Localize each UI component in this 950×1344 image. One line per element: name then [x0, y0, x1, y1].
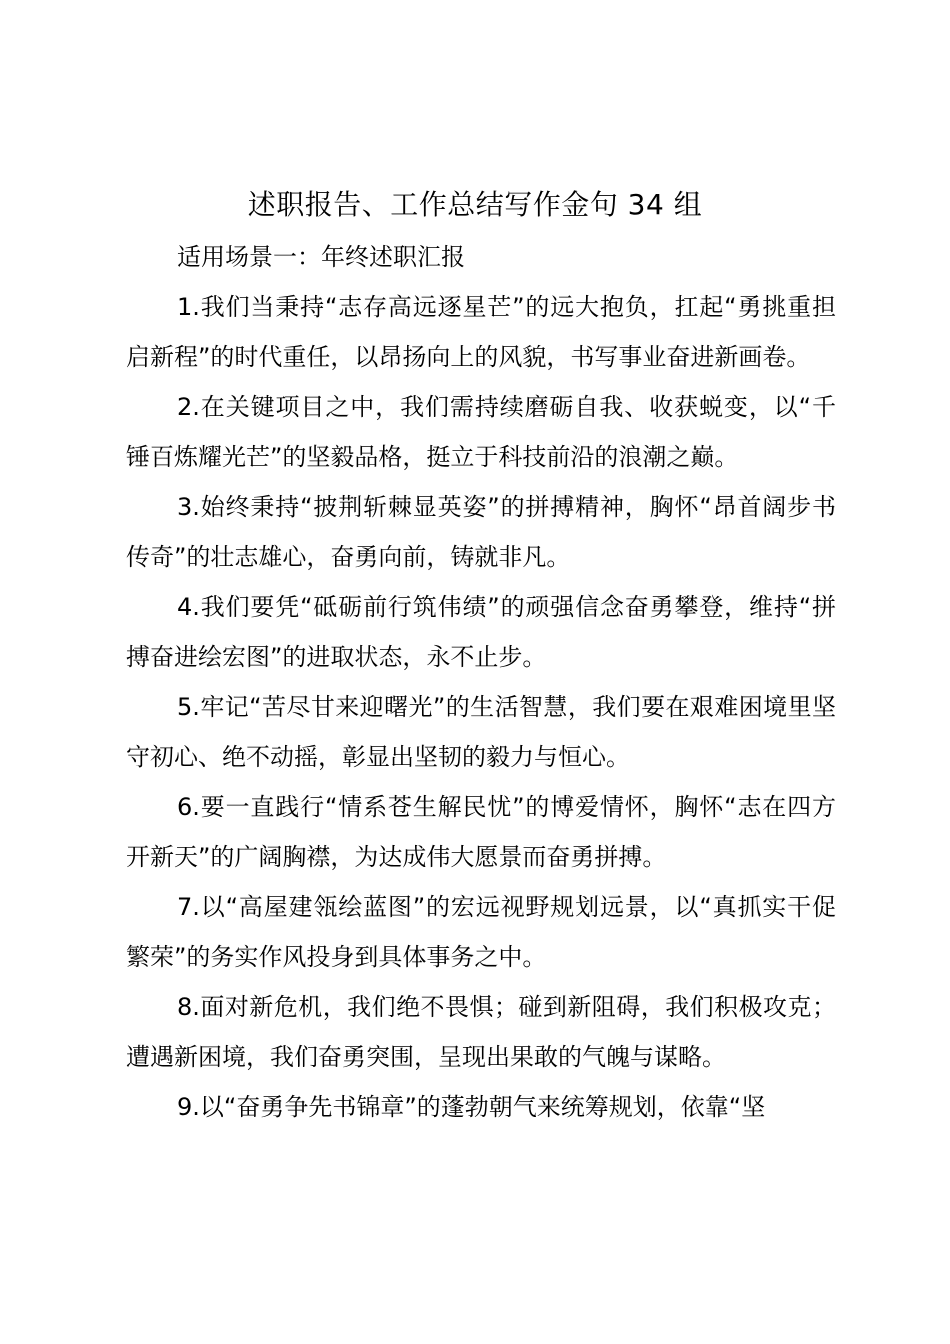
scene-heading: 适用场景一：年终述职汇报 [177, 243, 465, 271]
paragraph-7: 7.以“高屋建瓴绘蓝图”的宏远视野规划远景，以“真抓实干促繁荣”的务实作风投身到具体事务之中。 [126, 893, 836, 971]
paragraph-8: 8.面对新危机，我们绝不畏惧；碰到新阻碍，我们积极攻克；遭遇新困境，我们奋勇突围，呈现出果敢的气魄与谋略。 [126, 993, 836, 1071]
paragraph-4: 4.我们要凭“砥砺前行筑伟绩”的顽强信念奋勇攀登，维持“拼搏奋进绘宏图”的进取状态，永不止步。 [126, 593, 836, 671]
paragraph-9: 9.以“奋勇争先书锦章”的蓬勃朝气来统筹规划，依靠“坚 [177, 1093, 766, 1121]
document-title: 述职报告、工作总结写作金句 34 组 [247, 188, 703, 221]
document-body [126, 232, 836, 1132]
paragraph-1: 1.我们当秉持“志存高远逐星芒”的远大抱负，扛起“勇挑重担启新程”的时代重任，以昂扬向上的风貌，书写事业奋进新画卷。 [126, 293, 836, 371]
paragraph-3: 3.始终秉持“披荆斩棘显英姿”的拼搏精神，胸怀“昂首阔步书传奇”的壮志雄心，奋勇向前，铸就非凡。 [126, 493, 836, 571]
paragraph-5: 5.牢记“苦尽甘来迎曙光”的生活智慧，我们要在艰难困境里坚守初心、绝不动摇，彰显出坚韧的毅力与恒心。 [126, 693, 836, 771]
paragraph-6: 6.要一直践行“情系苍生解民忧”的博爱情怀，胸怀“志在四方开新天”的广阔胸襟，为达成伟大愿景而奋勇拼搏。 [126, 793, 836, 871]
paragraph-2: 2.在关键项目之中，我们需持续磨砺自我、收获蜕变，以“千锤百炼耀光芒”的坚毅品格，挺立于科技前沿的浪潮之巅。 [126, 393, 836, 471]
